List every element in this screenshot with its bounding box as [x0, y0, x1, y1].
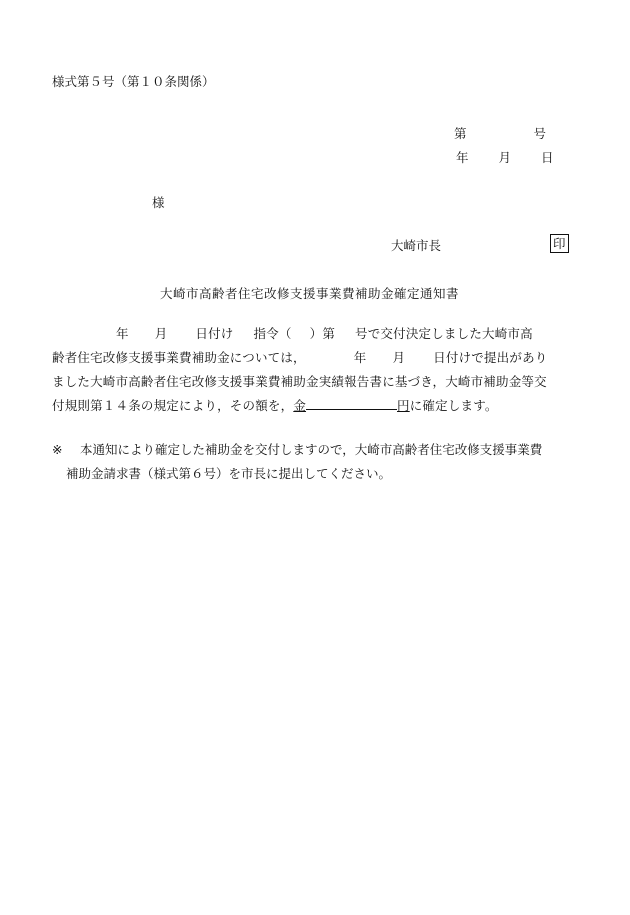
- document-title: 大崎市高齢者住宅改修支援事業費補助金確定通知書: [160, 286, 460, 301]
- date-month-label: 月: [498, 150, 512, 165]
- body-paragraph: [52, 322, 582, 418]
- amount-blank: [306, 397, 397, 410]
- addressee-honorific: 様: [152, 195, 165, 210]
- body-line-1: 年 月 日付け 指令（ ）第 号で交付決定しました大崎市高: [116, 326, 533, 341]
- amount-field: 金 円: [293, 398, 410, 413]
- body-line-2: 齢者住宅改修支援事業費補助金については， 年 月 日付けで提出があり: [52, 350, 548, 365]
- note-paragraph: [52, 438, 582, 486]
- date-year-label: 年: [456, 150, 469, 165]
- form-number: 様式第５号（第１０条関係）: [52, 74, 215, 89]
- note-line-2: 補助金請求書（様式第６号）を市長に提出してください。: [66, 466, 392, 481]
- document-number-prefix: 第: [454, 126, 467, 141]
- note-mark: ※: [52, 442, 63, 457]
- seal-mark: 印: [550, 234, 569, 253]
- body-line-4: 付規則第１４条の規定により，その額を，金 円に確定します。: [52, 394, 582, 418]
- date-day-label: 日: [541, 150, 554, 165]
- body-line-3: ました大崎市高齢者住宅改修支援事業費補助金実績報告書に基づき，大崎市補助金等交: [52, 374, 547, 389]
- issuer-title: 大崎市長: [391, 238, 442, 253]
- document-number-suffix: 号: [533, 126, 546, 141]
- note-line-1: ※ 本通知により確定した補助金を交付しますので，大崎市高齢者住宅改修支援事業費: [52, 438, 582, 462]
- document-date: [456, 148, 554, 166]
